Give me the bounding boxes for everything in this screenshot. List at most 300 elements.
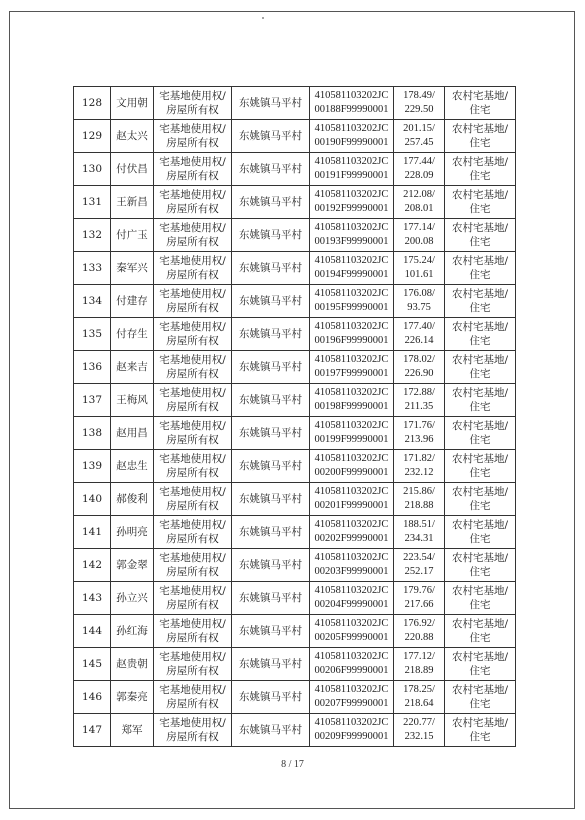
usage-cell-line: 农村宅基地/ bbox=[451, 684, 509, 696]
usage-cell bbox=[445, 87, 516, 120]
area-cell-line: 220.77/ bbox=[403, 717, 435, 728]
right-type-cell-line: 宅基地使用权/ bbox=[159, 618, 226, 630]
usage-cell-line: 住宅 bbox=[469, 335, 491, 347]
unit-code-cell bbox=[310, 582, 394, 615]
unit-code-cell-line: 410581103202JC bbox=[314, 90, 389, 101]
unit-code-cell-line: 00206F99990001 bbox=[314, 665, 389, 676]
row-number-cell: 145 bbox=[74, 648, 111, 681]
area-cell-line: 175.24/ bbox=[403, 255, 435, 266]
table-row bbox=[74, 714, 516, 747]
location-cell: 东姚镇马平村 bbox=[232, 681, 310, 714]
unit-code-cell bbox=[310, 153, 394, 186]
area-cell-line: 223.54/ bbox=[403, 552, 435, 563]
usage-cell-line: 农村宅基地/ bbox=[451, 90, 509, 102]
unit-code-cell-line: 410581103202JC bbox=[314, 354, 389, 365]
usage-cell-line: 住宅 bbox=[469, 731, 491, 743]
row-number-cell: 136 bbox=[74, 351, 111, 384]
unit-code-cell bbox=[310, 516, 394, 549]
area-cell bbox=[394, 318, 445, 351]
owner-name-cell: 赵来吉 bbox=[111, 351, 154, 384]
area-cell-line: 177.44/ bbox=[403, 156, 435, 167]
owner-name-cell: 孙明亮 bbox=[111, 516, 154, 549]
area-cell-line: 172.88/ bbox=[403, 387, 435, 398]
unit-code-cell-line: 410581103202JC bbox=[314, 420, 389, 431]
owner-name-cell: 郭金翠 bbox=[111, 549, 154, 582]
unit-code-cell bbox=[310, 714, 394, 747]
usage-cell bbox=[445, 417, 516, 450]
usage-cell bbox=[445, 318, 516, 351]
usage-cell bbox=[445, 285, 516, 318]
right-type-cell bbox=[154, 615, 232, 648]
unit-code-cell-line: 410581103202JC bbox=[314, 717, 389, 728]
usage-cell-line: 住宅 bbox=[469, 632, 491, 644]
area-cell-line: 215.86/ bbox=[403, 486, 435, 497]
right-type-cell bbox=[154, 120, 232, 153]
table-row bbox=[74, 516, 516, 549]
usage-cell-line: 农村宅基地/ bbox=[451, 288, 509, 300]
usage-cell-line: 住宅 bbox=[469, 302, 491, 314]
area-cell bbox=[394, 186, 445, 219]
row-number-cell: 135 bbox=[74, 318, 111, 351]
area-cell-line: 218.88 bbox=[404, 500, 434, 511]
usage-cell-line: 农村宅基地/ bbox=[451, 519, 509, 531]
area-cell bbox=[394, 714, 445, 747]
owner-name-cell: 王梅风 bbox=[111, 384, 154, 417]
usage-cell bbox=[445, 648, 516, 681]
unit-code-cell-line: 00196F99990001 bbox=[314, 335, 389, 346]
usage-cell-line: 农村宅基地/ bbox=[451, 222, 509, 234]
right-type-cell-line: 宅基地使用权/ bbox=[159, 453, 226, 465]
row-number-cell: 134 bbox=[74, 285, 111, 318]
owner-name-cell: 付伏昌 bbox=[111, 153, 154, 186]
unit-code-cell-line: 00194F99990001 bbox=[314, 269, 389, 280]
unit-code-cell-line: 00207F99990001 bbox=[314, 698, 389, 709]
row-number-cell: 129 bbox=[74, 120, 111, 153]
row-number-cell: 139 bbox=[74, 450, 111, 483]
area-cell bbox=[394, 285, 445, 318]
right-type-cell-line: 房屋所有权 bbox=[166, 665, 219, 677]
row-number-cell: 147 bbox=[74, 714, 111, 747]
table-row bbox=[74, 120, 516, 153]
table-row bbox=[74, 648, 516, 681]
area-cell-line: 228.09 bbox=[404, 170, 434, 181]
right-type-cell-line: 房屋所有权 bbox=[166, 599, 219, 611]
table-row bbox=[74, 351, 516, 384]
usage-cell bbox=[445, 384, 516, 417]
location-cell: 东姚镇马平村 bbox=[232, 120, 310, 153]
unit-code-cell-line: 410581103202JC bbox=[314, 387, 389, 398]
unit-code-cell-line: 410581103202JC bbox=[314, 585, 389, 596]
owner-name-cell: 赵用昌 bbox=[111, 417, 154, 450]
unit-code-cell-line: 00200F99990001 bbox=[314, 467, 389, 478]
usage-cell-line: 住宅 bbox=[469, 137, 491, 149]
area-cell-line: 176.92/ bbox=[403, 618, 435, 629]
unit-code-cell-line: 410581103202JC bbox=[314, 189, 389, 200]
location-cell: 东姚镇马平村 bbox=[232, 87, 310, 120]
page-number: 8 / 17 bbox=[281, 759, 304, 770]
right-type-cell bbox=[154, 285, 232, 318]
unit-code-cell bbox=[310, 615, 394, 648]
area-cell-line: 257.45 bbox=[404, 137, 434, 148]
area-cell bbox=[394, 582, 445, 615]
area-cell bbox=[394, 384, 445, 417]
right-type-cell-line: 宅基地使用权/ bbox=[159, 156, 226, 168]
area-cell bbox=[394, 153, 445, 186]
usage-cell bbox=[445, 714, 516, 747]
area-cell bbox=[394, 450, 445, 483]
area-cell-line: 177.14/ bbox=[403, 222, 435, 233]
row-number-cell: 131 bbox=[74, 186, 111, 219]
unit-code-cell-line: 410581103202JC bbox=[314, 288, 389, 299]
right-type-cell bbox=[154, 450, 232, 483]
area-cell bbox=[394, 516, 445, 549]
unit-code-cell bbox=[310, 285, 394, 318]
usage-cell bbox=[445, 516, 516, 549]
usage-cell bbox=[445, 582, 516, 615]
usage-cell-line: 农村宅基地/ bbox=[451, 420, 509, 432]
unit-code-cell-line: 00193F99990001 bbox=[314, 236, 389, 247]
table-row bbox=[74, 681, 516, 714]
usage-cell-line: 住宅 bbox=[469, 599, 491, 611]
owner-name-cell: 孙红海 bbox=[111, 615, 154, 648]
owner-name-cell: 付建存 bbox=[111, 285, 154, 318]
area-cell-line: 217.66 bbox=[404, 599, 434, 610]
right-type-cell-line: 房屋所有权 bbox=[166, 302, 219, 314]
right-type-cell-line: 房屋所有权 bbox=[166, 170, 219, 182]
area-cell-line: 234.31 bbox=[404, 533, 434, 544]
usage-cell-line: 农村宅基地/ bbox=[451, 651, 509, 663]
usage-cell-line: 住宅 bbox=[469, 269, 491, 281]
area-cell bbox=[394, 549, 445, 582]
owner-name-cell: 王新昌 bbox=[111, 186, 154, 219]
right-type-cell-line: 宅基地使用权/ bbox=[159, 651, 226, 663]
usage-cell-line: 农村宅基地/ bbox=[451, 486, 509, 498]
location-cell: 东姚镇马平村 bbox=[232, 252, 310, 285]
right-type-cell bbox=[154, 252, 232, 285]
table-row bbox=[74, 252, 516, 285]
table-row bbox=[74, 549, 516, 582]
table-row bbox=[74, 285, 516, 318]
usage-cell bbox=[445, 450, 516, 483]
unit-code-cell-line: 410581103202JC bbox=[314, 519, 389, 530]
area-cell-line: 177.12/ bbox=[403, 651, 435, 662]
right-type-cell bbox=[154, 516, 232, 549]
usage-cell-line: 农村宅基地/ bbox=[451, 156, 509, 168]
usage-cell-line: 农村宅基地/ bbox=[451, 321, 509, 333]
row-number-cell: 137 bbox=[74, 384, 111, 417]
usage-cell-line: 住宅 bbox=[469, 500, 491, 512]
right-type-cell bbox=[154, 87, 232, 120]
location-cell: 东姚镇马平村 bbox=[232, 285, 310, 318]
unit-code-cell-line: 410581103202JC bbox=[314, 684, 389, 695]
area-cell-line: 226.14 bbox=[404, 335, 434, 346]
location-cell: 东姚镇马平村 bbox=[232, 549, 310, 582]
table-row bbox=[74, 384, 516, 417]
right-type-cell-line: 宅基地使用权/ bbox=[159, 288, 226, 300]
usage-cell-line: 住宅 bbox=[469, 467, 491, 479]
usage-cell-line: 农村宅基地/ bbox=[451, 387, 509, 399]
usage-cell bbox=[445, 549, 516, 582]
table-row bbox=[74, 153, 516, 186]
area-cell-line: 220.88 bbox=[404, 632, 434, 643]
right-type-cell bbox=[154, 186, 232, 219]
scan-speck bbox=[262, 17, 264, 19]
unit-code-cell-line: 00190F99990001 bbox=[314, 137, 389, 148]
area-cell bbox=[394, 120, 445, 153]
area-cell-line: 101.61 bbox=[404, 269, 434, 280]
location-cell: 东姚镇马平村 bbox=[232, 384, 310, 417]
usage-cell-line: 住宅 bbox=[469, 236, 491, 248]
table-row bbox=[74, 318, 516, 351]
usage-cell-line: 农村宅基地/ bbox=[451, 123, 509, 135]
unit-code-cell bbox=[310, 483, 394, 516]
usage-cell-line: 农村宅基地/ bbox=[451, 255, 509, 267]
unit-code-cell-line: 410581103202JC bbox=[314, 222, 389, 233]
unit-code-cell-line: 00195F99990001 bbox=[314, 302, 389, 313]
unit-code-cell bbox=[310, 681, 394, 714]
area-cell-line: 226.90 bbox=[404, 368, 434, 379]
usage-cell bbox=[445, 681, 516, 714]
unit-code-cell bbox=[310, 549, 394, 582]
right-type-cell bbox=[154, 549, 232, 582]
right-type-cell-line: 房屋所有权 bbox=[166, 368, 219, 380]
right-type-cell bbox=[154, 714, 232, 747]
unit-code-cell-line: 00204F99990001 bbox=[314, 599, 389, 610]
usage-cell-line: 住宅 bbox=[469, 566, 491, 578]
owner-name-cell: 郑军 bbox=[111, 714, 154, 747]
location-cell: 东姚镇马平村 bbox=[232, 516, 310, 549]
right-type-cell-line: 宅基地使用权/ bbox=[159, 684, 226, 696]
usage-cell-line: 住宅 bbox=[469, 170, 491, 182]
row-number-cell: 138 bbox=[74, 417, 111, 450]
right-type-cell-line: 宅基地使用权/ bbox=[159, 519, 226, 531]
location-cell: 东姚镇马平村 bbox=[232, 615, 310, 648]
area-cell-line: 178.49/ bbox=[403, 90, 435, 101]
unit-code-cell bbox=[310, 318, 394, 351]
location-cell: 东姚镇马平村 bbox=[232, 186, 310, 219]
unit-code-cell-line: 00188F99990001 bbox=[314, 104, 389, 115]
area-cell-line: 171.82/ bbox=[403, 453, 435, 464]
unit-code-cell bbox=[310, 219, 394, 252]
right-type-cell bbox=[154, 681, 232, 714]
right-type-cell bbox=[154, 153, 232, 186]
unit-code-cell bbox=[310, 450, 394, 483]
row-number-cell: 146 bbox=[74, 681, 111, 714]
usage-cell bbox=[445, 615, 516, 648]
unit-code-cell-line: 00201F99990001 bbox=[314, 500, 389, 511]
area-cell bbox=[394, 87, 445, 120]
unit-code-cell-line: 410581103202JC bbox=[314, 453, 389, 464]
right-type-cell bbox=[154, 351, 232, 384]
area-cell-line: 177.40/ bbox=[403, 321, 435, 332]
right-type-cell-line: 房屋所有权 bbox=[166, 104, 219, 116]
usage-cell-line: 住宅 bbox=[469, 698, 491, 710]
right-type-cell-line: 宅基地使用权/ bbox=[159, 486, 226, 498]
location-cell: 东姚镇马平村 bbox=[232, 714, 310, 747]
right-type-cell-line: 宅基地使用权/ bbox=[159, 387, 226, 399]
usage-cell bbox=[445, 483, 516, 516]
usage-cell-line: 住宅 bbox=[469, 434, 491, 446]
unit-code-cell-line: 410581103202JC bbox=[314, 321, 389, 332]
usage-cell-line: 住宅 bbox=[469, 401, 491, 413]
right-type-cell-line: 房屋所有权 bbox=[166, 269, 219, 281]
usage-cell-line: 住宅 bbox=[469, 104, 491, 116]
usage-cell bbox=[445, 252, 516, 285]
right-type-cell-line: 房屋所有权 bbox=[166, 500, 219, 512]
unit-code-cell bbox=[310, 87, 394, 120]
row-number-cell: 133 bbox=[74, 252, 111, 285]
area-cell bbox=[394, 483, 445, 516]
unit-code-cell-line: 410581103202JC bbox=[314, 123, 389, 134]
table-row bbox=[74, 417, 516, 450]
row-number-cell: 140 bbox=[74, 483, 111, 516]
row-number-cell: 141 bbox=[74, 516, 111, 549]
area-cell-line: 171.76/ bbox=[403, 420, 435, 431]
area-cell-line: 212.08/ bbox=[403, 189, 435, 200]
table-row bbox=[74, 582, 516, 615]
location-cell: 东姚镇马平村 bbox=[232, 450, 310, 483]
right-type-cell-line: 宅基地使用权/ bbox=[159, 255, 226, 267]
table-row bbox=[74, 615, 516, 648]
owner-name-cell: 郝俊利 bbox=[111, 483, 154, 516]
area-cell-line: 178.25/ bbox=[403, 684, 435, 695]
area-cell-line: 218.64 bbox=[404, 698, 434, 709]
right-type-cell-line: 房屋所有权 bbox=[166, 566, 219, 578]
usage-cell-line: 农村宅基地/ bbox=[451, 189, 509, 201]
location-cell: 东姚镇马平村 bbox=[232, 351, 310, 384]
usage-cell-line: 农村宅基地/ bbox=[451, 453, 509, 465]
right-type-cell-line: 房屋所有权 bbox=[166, 335, 219, 347]
table-row bbox=[74, 87, 516, 120]
right-type-cell-line: 房屋所有权 bbox=[166, 731, 219, 743]
usage-cell bbox=[445, 153, 516, 186]
unit-code-cell-line: 00209F99990001 bbox=[314, 731, 389, 742]
right-type-cell-line: 房屋所有权 bbox=[166, 434, 219, 446]
area-cell-line: 252.17 bbox=[404, 566, 434, 577]
right-type-cell bbox=[154, 417, 232, 450]
area-cell bbox=[394, 417, 445, 450]
owner-name-cell: 付广玉 bbox=[111, 219, 154, 252]
unit-code-cell bbox=[310, 351, 394, 384]
property-records-table bbox=[73, 86, 516, 747]
right-type-cell-line: 房屋所有权 bbox=[166, 137, 219, 149]
unit-code-cell-line: 00192F99990001 bbox=[314, 203, 389, 214]
unit-code-cell-line: 00198F99990001 bbox=[314, 401, 389, 412]
unit-code-cell-line: 410581103202JC bbox=[314, 156, 389, 167]
right-type-cell-line: 房屋所有权 bbox=[166, 467, 219, 479]
location-cell: 东姚镇马平村 bbox=[232, 219, 310, 252]
right-type-cell-line: 宅基地使用权/ bbox=[159, 321, 226, 333]
usage-cell-line: 农村宅基地/ bbox=[451, 585, 509, 597]
right-type-cell-line: 宅基地使用权/ bbox=[159, 717, 226, 729]
area-cell bbox=[394, 252, 445, 285]
owner-name-cell: 赵太兴 bbox=[111, 120, 154, 153]
right-type-cell-line: 房屋所有权 bbox=[166, 203, 219, 215]
unit-code-cell bbox=[310, 648, 394, 681]
right-type-cell-line: 宅基地使用权/ bbox=[159, 585, 226, 597]
unit-code-cell-line: 410581103202JC bbox=[314, 552, 389, 563]
right-type-cell-line: 房屋所有权 bbox=[166, 632, 219, 644]
unit-code-cell bbox=[310, 384, 394, 417]
area-cell-line: 213.96 bbox=[404, 434, 434, 445]
area-cell bbox=[394, 219, 445, 252]
right-type-cell-line: 房屋所有权 bbox=[166, 236, 219, 248]
location-cell: 东姚镇马平村 bbox=[232, 417, 310, 450]
owner-name-cell: 郭秦亮 bbox=[111, 681, 154, 714]
owner-name-cell: 付存生 bbox=[111, 318, 154, 351]
unit-code-cell-line: 410581103202JC bbox=[314, 255, 389, 266]
owner-name-cell: 孙立兴 bbox=[111, 582, 154, 615]
unit-code-cell-line: 00199F99990001 bbox=[314, 434, 389, 445]
row-number-cell: 144 bbox=[74, 615, 111, 648]
usage-cell-line: 农村宅基地/ bbox=[451, 354, 509, 366]
right-type-cell bbox=[154, 648, 232, 681]
usage-cell-line: 住宅 bbox=[469, 203, 491, 215]
right-type-cell bbox=[154, 219, 232, 252]
unit-code-cell-line: 00202F99990001 bbox=[314, 533, 389, 544]
area-cell-line: 179.76/ bbox=[403, 585, 435, 596]
right-type-cell-line: 宅基地使用权/ bbox=[159, 552, 226, 564]
right-type-cell bbox=[154, 582, 232, 615]
location-cell: 东姚镇马平村 bbox=[232, 483, 310, 516]
area-cell-line: 201.15/ bbox=[403, 123, 435, 134]
location-cell: 东姚镇马平村 bbox=[232, 153, 310, 186]
right-type-cell-line: 房屋所有权 bbox=[166, 698, 219, 710]
area-cell-line: 178.02/ bbox=[403, 354, 435, 365]
area-cell-line: 176.08/ bbox=[403, 288, 435, 299]
table-row bbox=[74, 450, 516, 483]
owner-name-cell: 赵忠生 bbox=[111, 450, 154, 483]
right-type-cell-line: 房屋所有权 bbox=[166, 401, 219, 413]
unit-code-cell-line: 00203F99990001 bbox=[314, 566, 389, 577]
usage-cell bbox=[445, 219, 516, 252]
table-row bbox=[74, 483, 516, 516]
usage-cell-line: 住宅 bbox=[469, 665, 491, 677]
unit-code-cell-line: 410581103202JC bbox=[314, 618, 389, 629]
right-type-cell-line: 宅基地使用权/ bbox=[159, 354, 226, 366]
right-type-cell-line: 房屋所有权 bbox=[166, 533, 219, 545]
records-body bbox=[74, 87, 516, 747]
right-type-cell-line: 宅基地使用权/ bbox=[159, 420, 226, 432]
table-row bbox=[74, 186, 516, 219]
row-number-cell: 143 bbox=[74, 582, 111, 615]
right-type-cell bbox=[154, 318, 232, 351]
area-cell-line: 218.89 bbox=[404, 665, 434, 676]
unit-code-cell-line: 410581103202JC bbox=[314, 651, 389, 662]
location-cell: 东姚镇马平村 bbox=[232, 648, 310, 681]
right-type-cell bbox=[154, 483, 232, 516]
location-cell: 东姚镇马平村 bbox=[232, 318, 310, 351]
area-cell-line: 211.35 bbox=[404, 401, 434, 412]
unit-code-cell-line: 00197F99990001 bbox=[314, 368, 389, 379]
table-row bbox=[74, 219, 516, 252]
unit-code-cell bbox=[310, 120, 394, 153]
owner-name-cell: 文用朝 bbox=[111, 87, 154, 120]
usage-cell bbox=[445, 120, 516, 153]
right-type-cell-line: 宅基地使用权/ bbox=[159, 189, 226, 201]
usage-cell-line: 农村宅基地/ bbox=[451, 717, 509, 729]
area-cell-line: 208.01 bbox=[404, 203, 434, 214]
area-cell bbox=[394, 681, 445, 714]
area-cell-line: 188.51/ bbox=[403, 519, 435, 530]
location-cell: 东姚镇马平村 bbox=[232, 582, 310, 615]
row-number-cell: 128 bbox=[74, 87, 111, 120]
row-number-cell: 132 bbox=[74, 219, 111, 252]
area-cell-line: 229.50 bbox=[404, 104, 434, 115]
area-cell bbox=[394, 648, 445, 681]
area-cell-line: 93.75 bbox=[407, 302, 431, 313]
right-type-cell-line: 宅基地使用权/ bbox=[159, 222, 226, 234]
